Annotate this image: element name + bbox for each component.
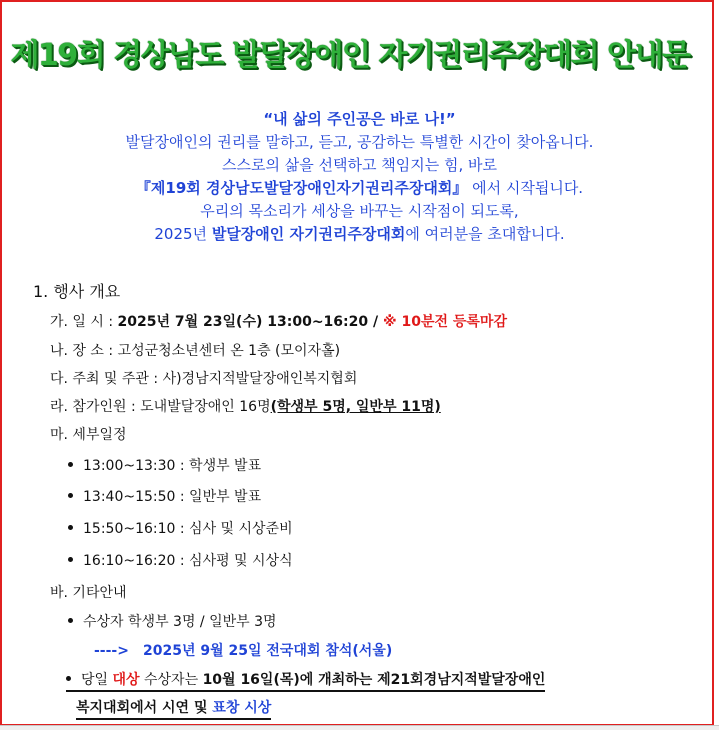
grand-prize-mid: 수상자는 xyxy=(139,672,203,688)
bullet-icon xyxy=(68,493,73,498)
schedule-item xyxy=(68,455,261,475)
place-label: 나. 장 소 : xyxy=(50,343,118,359)
page-edge xyxy=(0,725,719,730)
intro-line-6-year: 2025년 xyxy=(154,225,212,243)
schedule-item xyxy=(68,550,293,570)
intro-line-3: 스스로의 삶을 선택하고 책임지는 힘, 바로 xyxy=(222,156,497,174)
schedule-text: 16:10~16:20 : 심사평 및 시상식 xyxy=(83,553,293,569)
schedule-label: 마. 세부일정 xyxy=(50,427,127,443)
schedule-item xyxy=(68,486,261,506)
bullet-icon xyxy=(68,557,73,562)
national-event-line xyxy=(94,640,392,660)
awards-text: 수상자 학생부 3명 / 일반부 3명 xyxy=(83,614,277,630)
intro-line-4 xyxy=(0,177,719,200)
grand-prize-line-2 xyxy=(76,697,271,720)
schedule-text: 13:40~15:50 : 일반부 발표 xyxy=(83,489,262,505)
host-label: 다. 주최 및 주관 : xyxy=(50,371,163,387)
etc-item-grand-prize xyxy=(66,669,545,692)
item-date xyxy=(50,311,507,331)
item-host xyxy=(50,368,357,388)
item-participants xyxy=(50,396,441,416)
etc-item-awards xyxy=(68,611,277,631)
bullet-icon xyxy=(68,525,73,530)
national-event-text: 2025년 9월 25일 전국대회 참석(서울) xyxy=(142,643,393,659)
grand-prize-line-1 xyxy=(66,669,545,692)
bullet-icon xyxy=(68,462,73,467)
document-title: 제19회 경상남도 발달장애인 자기권리주장대회 안내문 xyxy=(10,38,690,73)
event-name: 『제19회 경상남도발달장애인자기권리주장대회』 xyxy=(135,179,468,197)
schedule-text: 15:50~16:10 : 심사 및 시상준비 xyxy=(83,521,293,537)
participants-label: 라. 참가인원 : xyxy=(50,399,141,415)
date-label: 가. 일 시 : xyxy=(50,314,118,330)
item-place xyxy=(50,340,340,360)
section-title: 1. 행사 개요 xyxy=(33,282,121,301)
participants-value: 도내발달장애인 16명 xyxy=(140,399,271,415)
schedule-text: 13:00~13:30 : 학생부 발표 xyxy=(83,458,262,474)
host-value: 사)경남지적발달장애인복지협회 xyxy=(162,371,358,387)
schedule-item xyxy=(68,518,293,538)
participants-detail: (학생부 5명, 일반부 11명) xyxy=(270,399,441,415)
registration-note: ※ 10분전 등록마감 xyxy=(382,314,507,330)
etc-label: 바. 기타안내 xyxy=(50,585,127,601)
grand-prize-event: 10월 16일(목)에 개최하는 제21회경남지적발달장애인 xyxy=(202,672,546,688)
award-ceremony-text: 표창 시상 xyxy=(212,700,272,716)
bullet-icon xyxy=(66,676,71,681)
slogan: “내 삶의 주인공은 바로 나!” xyxy=(263,110,456,128)
intro-line-4-rest: 에서 시작됩니다. xyxy=(472,179,584,197)
place-value: 고성군청소년센터 온 1층 (모이자홀) xyxy=(117,343,341,359)
intro-line-6-rest: 에 여러분을 초대합니다. xyxy=(405,225,565,243)
grand-prize-highlight: 대상 xyxy=(112,672,140,688)
intro-line-6-event: 발달장애인 자기권리주장대회 xyxy=(211,225,406,243)
grand-prize-line-2-text: 복지대회에서 시연 및 xyxy=(76,700,213,716)
intro-line-6 xyxy=(0,223,719,246)
intro-block xyxy=(0,108,719,246)
date-value: 2025년 7월 23일(수) 13:00~16:20 / xyxy=(117,314,383,330)
intro-line-2: 발달장애인의 권리를 말하고, 듣고, 공감하는 특별한 시간이 찾아옵니다. xyxy=(125,133,594,151)
intro-line-5: 우리의 목소리가 세상을 바꾸는 시작점이 되도록, xyxy=(200,202,519,220)
arrow-icon: ----> xyxy=(94,643,129,659)
bullet-icon xyxy=(68,618,73,623)
grand-prize-pre: 당일 xyxy=(81,672,113,688)
